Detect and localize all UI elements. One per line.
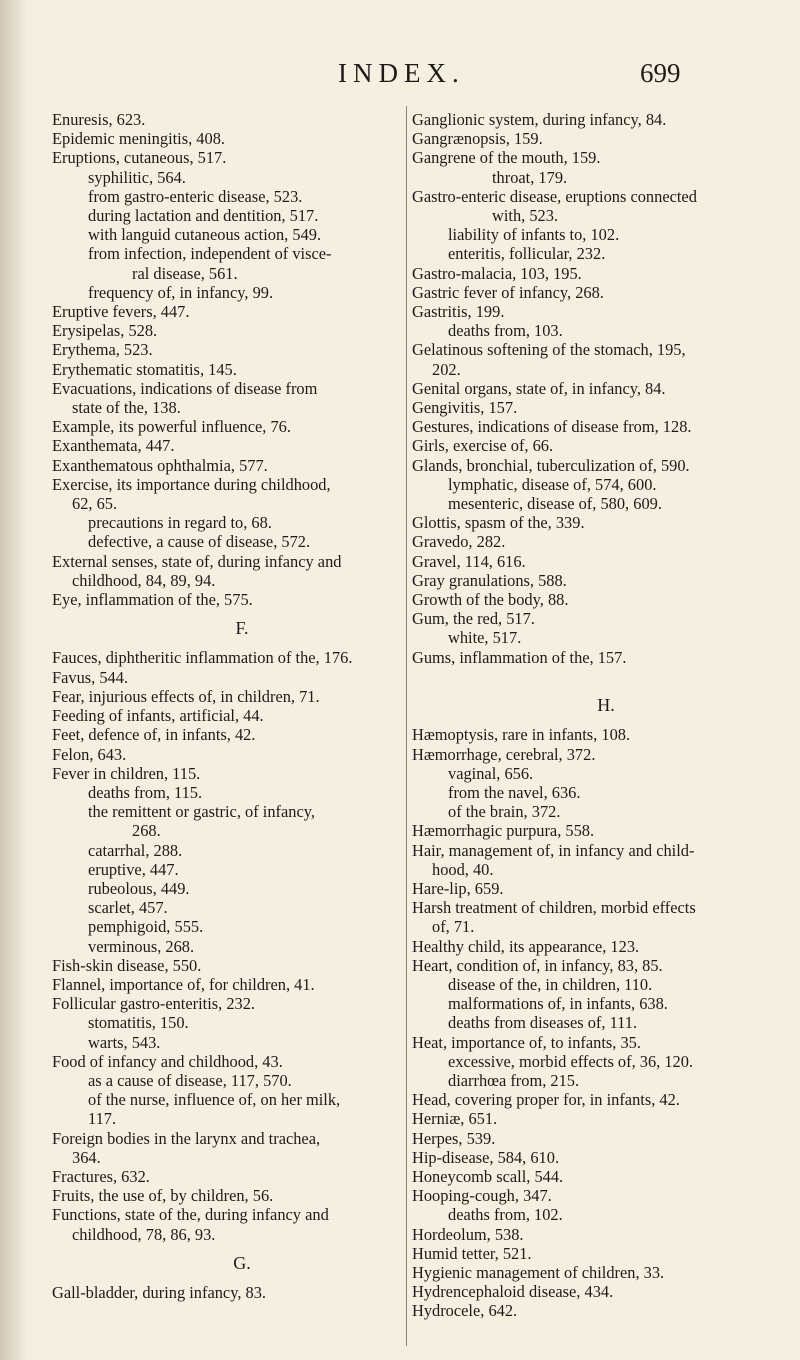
- index-entry: Eye, inflammation of the, 575.: [52, 590, 253, 610]
- index-entry: Erythema, 523.: [52, 340, 153, 360]
- index-subentry: state of the, 138.: [72, 398, 181, 418]
- index-entry: Hare-lip, 659.: [412, 878, 504, 898]
- index-entry: Fear, injurious effects of, in children, 71.: [52, 686, 320, 706]
- index-entry: Gray granulations, 588.: [412, 570, 567, 590]
- index-entry: Exanthemata, 447.: [52, 436, 175, 456]
- index-entry: Hæmoptysis, rare in infants, 108.: [412, 725, 631, 745]
- index-entry: Hygienic management of children, 33.: [412, 1262, 665, 1282]
- index-subentry: scarlet, 457.: [88, 898, 168, 918]
- index-subentry: excessive, morbid effects of, 36, 120.: [448, 1051, 694, 1071]
- index-subentry: during lactation and dentition, 517.: [88, 206, 319, 226]
- section-letter: G.: [233, 1252, 251, 1273]
- index-entry: Feet, defence of, in infants, 42.: [52, 725, 256, 745]
- index-entry: Follicular gastro-enteritis, 232.: [52, 994, 256, 1014]
- index-subentry: throat, 179.: [492, 167, 568, 187]
- index-subentry: deaths from, 102.: [448, 1205, 563, 1225]
- index-subentry: malformations of, in infants, 638.: [448, 994, 668, 1014]
- index-subentry: syphilitic, 564.: [88, 167, 186, 187]
- index-entry: Hæmorrhagic purpura, 558.: [412, 821, 595, 841]
- index-subentry: eruptive, 447.: [88, 859, 179, 879]
- index-subentry: defective, a cause of disease, 572.: [88, 532, 311, 552]
- index-entry: Eruptive fevers, 447.: [52, 302, 190, 322]
- index-entry: Herpes, 539.: [412, 1128, 496, 1148]
- index-entry: Exanthematous ophthalmia, 577.: [52, 455, 268, 475]
- index-subentry: catarrhal, 288.: [88, 840, 183, 860]
- index-subentry: hood, 40.: [432, 859, 494, 879]
- index-entry: Glands, bronchial, tuberculization of, 590.: [412, 455, 690, 475]
- index-subentry: white, 517.: [448, 628, 522, 648]
- index-entry: Fever in children, 115.: [52, 763, 201, 783]
- index-entry: Gum, the red, 517.: [412, 609, 535, 629]
- index-subentry: liability of infants to, 102.: [448, 225, 620, 245]
- index-entry: External senses, state of, during infancy and: [52, 551, 342, 571]
- index-entry: Enuresis, 623.: [52, 110, 146, 129]
- index-subentry: childhood, 84, 89, 94.: [72, 570, 216, 590]
- index-entry: Foreign bodies in the larynx and trachea,: [52, 1128, 321, 1148]
- index-entry: Hooping-cough, 347.: [412, 1186, 552, 1206]
- index-subentry: verminous, 268.: [88, 936, 195, 956]
- index-subentry: 62, 65.: [72, 494, 118, 514]
- index-entry: Gengivitis, 157.: [412, 398, 518, 418]
- index-subentry: 117.: [88, 1109, 117, 1129]
- index-subentry: rubeolous, 449.: [88, 878, 190, 898]
- section-letter: F.: [235, 618, 249, 639]
- index-entry: Gravel, 114, 616.: [412, 551, 526, 571]
- index-entry: Gangrænopsis, 159.: [412, 129, 543, 149]
- index-entry: Example, its powerful influence, 76.: [52, 417, 291, 437]
- index-entry: Hair, management of, in infancy and child-: [412, 840, 695, 860]
- index-subentry: deaths from, 103.: [448, 321, 563, 341]
- index-entry: Exercise, its importance during childhood,: [52, 474, 331, 494]
- index-subentry: warts, 543.: [88, 1032, 161, 1052]
- index-subentry: lymphatic, disease of, 574, 600.: [448, 474, 657, 494]
- index-entry: Healthy child, its appearance, 123.: [412, 936, 640, 956]
- index-subentry: pemphigoid, 555.: [88, 917, 204, 937]
- index-subentry: deaths from, 115.: [88, 782, 203, 802]
- index-entry: Fruits, the use of, by children, 56.: [52, 1186, 274, 1206]
- index-subentry: of the nurse, influence of, on her milk,: [88, 1090, 341, 1110]
- index-entry: Humid tetter, 521.: [412, 1243, 532, 1263]
- index-subentry: frequency of, in infancy, 99.: [88, 282, 274, 302]
- index-entry: Gastro-enteric disease, eruptions connected: [412, 186, 697, 206]
- index-entry: Gums, inflammation of the, 157.: [412, 647, 627, 667]
- index-entry: Epidemic meningitis, 408.: [52, 129, 225, 149]
- column-divider: [406, 106, 407, 1346]
- index-entry: Erythematic stomatitis, 145.: [52, 359, 237, 379]
- index-entry: Favus, 544.: [52, 667, 129, 687]
- index-subentry: 364.: [72, 1147, 101, 1167]
- index-subentry: from infection, independent of visce-: [88, 244, 332, 264]
- index-subentry: childhood, 78, 86, 93.: [72, 1224, 216, 1244]
- index-entry: Fauces, diphtheritic inflammation of the, 176.: [52, 648, 353, 668]
- index-entry: Gastritis, 199.: [412, 302, 505, 322]
- page-header: [0, 58, 800, 98]
- index-subentry: stomatitis, 150.: [88, 1013, 189, 1033]
- index-subentry: as a cause of disease, 117, 570.: [88, 1070, 292, 1090]
- running-title: INDEX.: [338, 58, 465, 88]
- index-entry: Hordeolum, 538.: [412, 1224, 524, 1244]
- index-entry: Gall-bladder, during infancy, 83.: [52, 1282, 267, 1302]
- index-subentry: with, 523.: [492, 206, 559, 226]
- index-subentry: from the navel, 636.: [448, 782, 581, 802]
- index-entry: Harsh treatment of children, morbid effects: [412, 898, 696, 918]
- section-letter: H.: [597, 695, 615, 716]
- index-entry: Head, covering proper for, in infants, 42.: [412, 1090, 680, 1110]
- index-entry: Hip-disease, 584, 610.: [412, 1147, 560, 1167]
- index-subentry: 202.: [432, 359, 461, 379]
- index-entry: [412, 667, 800, 686]
- index-entry: Glottis, spasm of the, 339.: [412, 513, 585, 533]
- index-entry: Eruptions, cutaneous, 517.: [52, 148, 227, 168]
- index-subentry: the remittent or gastric, of infancy,: [88, 802, 315, 822]
- index-entry: Hydrocele, 642.: [412, 1301, 518, 1321]
- index-entry: Flannel, importance of, for children, 41.: [52, 974, 315, 994]
- index-entry: Gravedo, 282.: [412, 532, 506, 552]
- index-subentry: with languid cutaneous action, 549.: [88, 225, 322, 245]
- index-subentry: diarrhœa from, 215.: [448, 1070, 580, 1090]
- index-entry: Gastro-malacia, 103, 195.: [412, 263, 582, 283]
- index-subentry: 268.: [132, 821, 161, 841]
- index-entry: Fish-skin disease, 550.: [52, 955, 202, 975]
- index-entry: Gelatinous softening of the stomach, 195,: [412, 340, 686, 360]
- index-entry: Herniæ, 651.: [412, 1109, 498, 1129]
- index-subentry: deaths from diseases of, 111.: [448, 1013, 638, 1033]
- page-number: 699: [640, 58, 681, 88]
- index-entry: Functions, state of the, during infancy and: [52, 1205, 329, 1225]
- index-entry: Hæmorrhage, cerebral, 372.: [412, 744, 596, 764]
- index-entry: Heart, condition of, in infancy, 83, 85.: [412, 955, 663, 975]
- index-entry: Gastric fever of infancy, 268.: [412, 282, 604, 302]
- index-subentry: enteritis, follicular, 232.: [448, 244, 606, 264]
- index-entry: Erysipelas, 528.: [52, 321, 158, 341]
- index-entry: Food of infancy and childhood, 43.: [52, 1051, 283, 1071]
- index-column-left: [52, 110, 432, 1302]
- index-subentry: ral disease, 561.: [132, 263, 238, 283]
- index-subentry: of the brain, 372.: [448, 802, 561, 822]
- index-entry: Evacuations, indications of disease from: [52, 378, 318, 398]
- index-entry: Girls, exercise of, 66.: [412, 436, 554, 456]
- index-entry: Gestures, indications of disease from, 128.: [412, 417, 692, 437]
- index-entry: Honeycomb scall, 544.: [412, 1166, 564, 1186]
- index-subentry: precautions in regard to, 68.: [88, 513, 272, 533]
- index-entry: Hydrencephaloid disease, 434.: [412, 1282, 614, 1302]
- index-subentry: of, 71.: [432, 917, 475, 937]
- index-entry: Heat, importance of, to infants, 35.: [412, 1032, 641, 1052]
- index-entry: Growth of the body, 88.: [412, 590, 569, 610]
- index-entry: Fractures, 632.: [52, 1166, 150, 1186]
- index-column-right: [412, 110, 800, 1321]
- index-subentry: mesenteric, disease of, 580, 609.: [448, 494, 662, 514]
- page-edge-shadow: [0, 0, 28, 1360]
- index-subentry: from gastro-enteric disease, 523.: [88, 186, 303, 206]
- index-entry: Felon, 643.: [52, 744, 127, 764]
- index-subentry: disease of the, in children, 110.: [448, 974, 653, 994]
- index-entry: Gangrene of the mouth, 159.: [412, 148, 601, 168]
- index-entry: Genital organs, state of, in infancy, 84.: [412, 378, 666, 398]
- index-subentry: vaginal, 656.: [448, 763, 534, 783]
- index-entry: Ganglionic system, during infancy, 84.: [412, 110, 667, 129]
- index-entry: Feeding of infants, artificial, 44.: [52, 706, 264, 726]
